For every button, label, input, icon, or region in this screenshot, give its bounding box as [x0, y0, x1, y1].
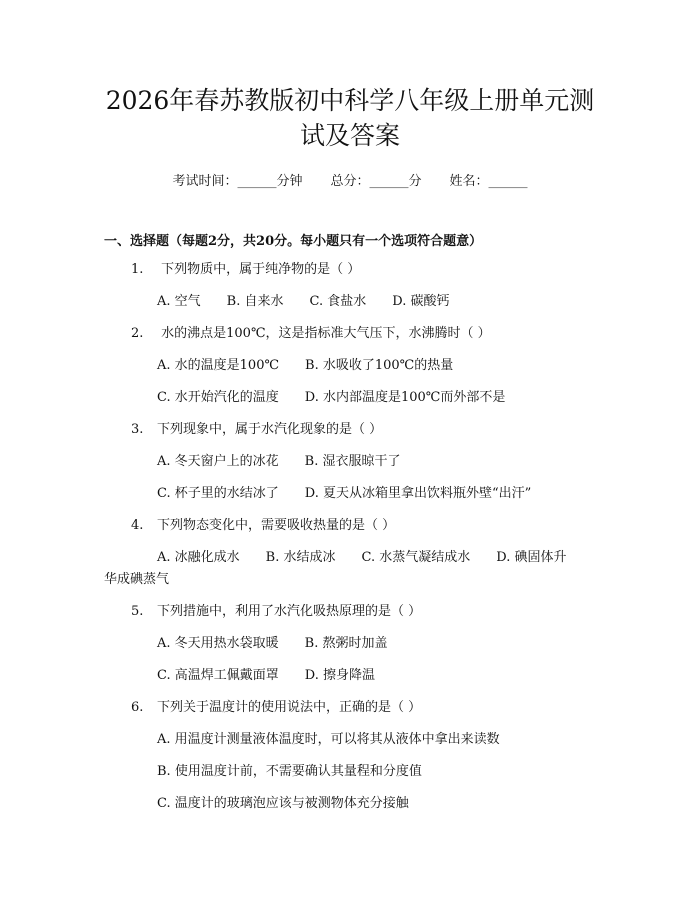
option-b: B. 水结成冰: [265, 550, 336, 565]
question-text: 下列措施中，利用了水汽化吸热原理的是（ ）: [157, 604, 422, 619]
question-6: [131, 699, 421, 717]
question-3-options-row2: [157, 485, 531, 503]
question-1: [131, 261, 360, 279]
option-d: D. 擦身降温: [304, 668, 375, 683]
question-4: [131, 517, 395, 535]
question-2-options-row2: [157, 389, 505, 407]
question-text: 下列物质中，属于纯净物的是（ ）: [157, 262, 361, 277]
question-2: [131, 325, 491, 343]
option-b: B. 自来水: [226, 294, 284, 309]
option-a: A. 冰融化成水: [157, 550, 240, 565]
exam-score-field: 总分：______分: [330, 174, 422, 189]
option-b: B. 熬粥时加盖: [304, 636, 388, 651]
question-number: 1.: [131, 262, 144, 277]
question-4-options: [157, 549, 566, 567]
question-5-options-row1: [157, 635, 387, 653]
option-d: D. 碘固体升: [496, 550, 567, 565]
option-b: B. 水吸收了100℃的热量: [305, 358, 454, 373]
exam-title-line1: 2026年春苏教版初中科学八年级上册单元测: [105, 86, 595, 115]
question-2-options-row1: [157, 357, 453, 375]
section-heading: 一、选择题（每题2分，共20分。每小题只有一个选项符合题意）: [104, 234, 483, 249]
question-6-option-a: A. 用温度计测量液体温度时，可以将其从液体中拿出来读数: [157, 732, 500, 747]
question-3-options-row1: [157, 453, 400, 471]
question-3: [131, 421, 382, 439]
question-number: 6.: [131, 700, 144, 715]
option-c: C. 食盐水: [309, 294, 367, 309]
option-c: C. 杯子里的水结冰了: [157, 486, 279, 501]
exam-name-field: 姓名：______: [449, 174, 528, 189]
question-1-options: [157, 293, 449, 311]
question-5: [131, 603, 421, 621]
question-text: 下列物态变化中，需要吸收热量的是（ ）: [157, 518, 396, 533]
question-4-option-d-wrap: 华成碘蒸气: [104, 572, 170, 587]
option-c: C. 水开始汽化的温度: [157, 390, 279, 405]
option-d: D. 夏天从冰箱里拿出饮料瓶外壁“出汗”: [304, 486, 532, 501]
option-c: C. 水蒸气凝结成水: [361, 550, 471, 565]
exam-meta: [0, 170, 700, 189]
exam-title-line2: 试及答案: [299, 121, 400, 150]
question-text: 下列现象中，属于水汽化现象的是（ ）: [157, 422, 383, 437]
question-5-options-row2: [157, 667, 375, 685]
option-d: D. 碳酸钙: [392, 294, 450, 309]
question-number: 2.: [131, 326, 144, 341]
question-number: 3.: [131, 422, 144, 437]
question-6-option-c: C. 温度计的玻璃泡应该与被测物体充分接触: [157, 796, 409, 811]
option-a: A. 冬天窗户上的冰花: [157, 454, 279, 469]
option-a: A. 水的温度是100℃: [157, 358, 280, 373]
exam-time-field: 考试时间：______分钟: [172, 174, 303, 189]
option-d: D. 水内部温度是100℃而外部不是: [304, 390, 506, 405]
question-number: 4.: [131, 518, 144, 533]
question-6-option-b: B. 使用温度计前，不需要确认其量程和分度值: [157, 764, 422, 779]
option-a: A. 空气: [157, 294, 201, 309]
option-c: C. 高温焊工佩戴面罩: [157, 668, 279, 683]
option-b: B. 湿衣服晾干了: [304, 454, 401, 469]
question-text: 水的沸点是100℃，这是指标准大气压下，水沸腾时（ ）: [157, 326, 491, 341]
option-a: A. 冬天用热水袋取暖: [157, 636, 279, 651]
question-text: 下列关于温度计的使用说法中，正确的是（ ）: [157, 700, 422, 715]
question-number: 5.: [131, 604, 144, 619]
